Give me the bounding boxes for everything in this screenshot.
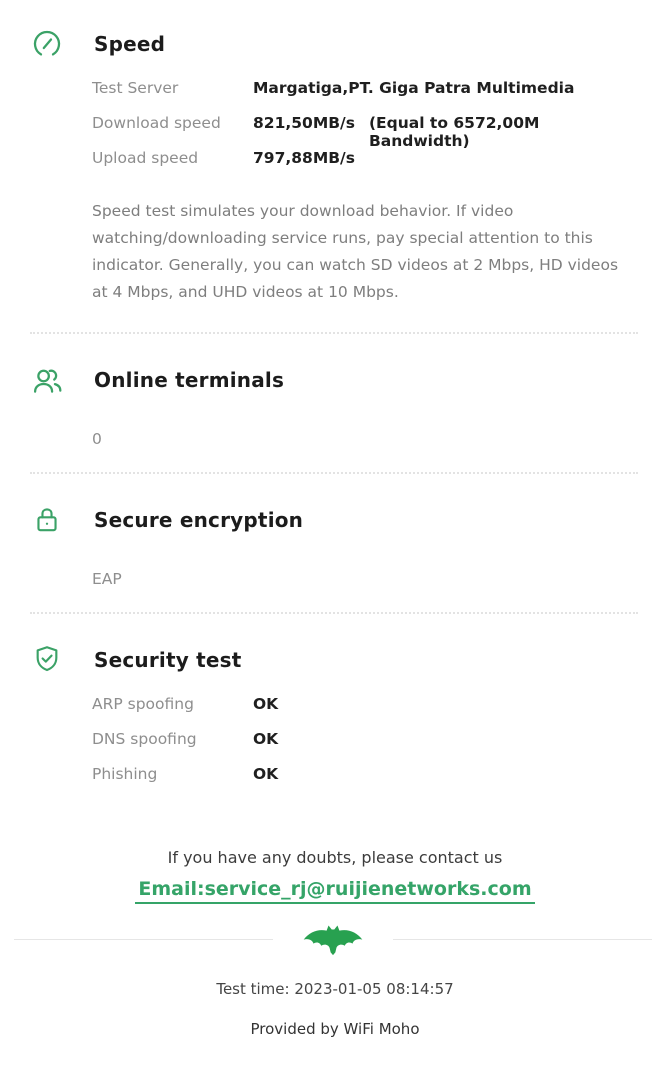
shield-check-icon	[30, 641, 64, 679]
row-label: ARP spoofing	[92, 694, 194, 713]
divider-line-left	[14, 939, 273, 940]
arp-spoofing-row	[92, 695, 640, 730]
online-terminals-count: 0	[92, 429, 102, 448]
security-test-rows	[92, 695, 640, 800]
dns-spoofing-row	[92, 730, 640, 765]
row-value: 821,50MB/s	[253, 114, 355, 132]
row-value: Margatiga,PT. Giga Patra Multimedia	[253, 79, 575, 97]
footer	[30, 848, 640, 1038]
bat-icon	[301, 924, 365, 956]
contact-email-link[interactable]: Email:service_rj@ruijienetworks.com	[135, 878, 534, 904]
section-speed	[30, 22, 640, 306]
section-title: Secure encryption	[94, 507, 304, 532]
speed-rows	[92, 79, 640, 184]
section-security-test	[30, 638, 640, 800]
speedometer-icon	[30, 25, 64, 63]
row-label: Phishing	[92, 764, 158, 783]
section-online-terminals	[30, 358, 640, 448]
divider	[30, 472, 638, 474]
row-label: Upload speed	[92, 149, 199, 167]
section-title: Speed	[94, 32, 166, 56]
section-online-terminals-header	[30, 358, 640, 402]
people-icon	[30, 361, 64, 399]
row-label: Download speed	[92, 114, 221, 132]
divider-line-right	[393, 939, 652, 940]
test-server-row	[92, 79, 640, 114]
test-time: Test time: 2023-01-05 08:14:57	[216, 979, 454, 998]
bandwidth-note: (Equal to 6572,00M Bandwidth)	[368, 114, 540, 150]
section-secure-encryption	[30, 498, 640, 588]
download-speed-row	[92, 114, 640, 149]
section-secure-encryption-header	[30, 498, 640, 542]
bat-divider	[14, 924, 652, 956]
row-value: OK	[253, 694, 279, 713]
encryption-type: EAP	[92, 569, 122, 588]
row-label: DNS spoofing	[92, 729, 197, 748]
row-value: 797,88MB/s	[253, 149, 355, 167]
row-value: OK	[253, 764, 279, 783]
provided-by: Provided by WiFi Moho	[250, 1019, 420, 1038]
row-value: OK	[253, 729, 279, 748]
section-security-test-header	[30, 638, 640, 682]
section-title: Online terminals	[94, 367, 285, 392]
section-speed-header	[30, 22, 640, 66]
lock-icon	[30, 501, 64, 539]
upload-speed-row	[92, 149, 640, 184]
phishing-row	[92, 765, 640, 800]
contact-text: If you have any doubts, please contact us	[167, 847, 503, 867]
section-title: Security test	[94, 647, 242, 672]
divider	[30, 332, 638, 334]
speed-description: Speed test simulates your download behavior. If video watching/downloading service runs, pay special attention to this indicator. Generally, you can watch SD videos at 2 Mbps, HD videos at 4 Mbps, and UHD videos at 10 Mbps.	[92, 202, 619, 301]
row-label: Test Server	[92, 79, 179, 97]
divider	[30, 612, 638, 614]
